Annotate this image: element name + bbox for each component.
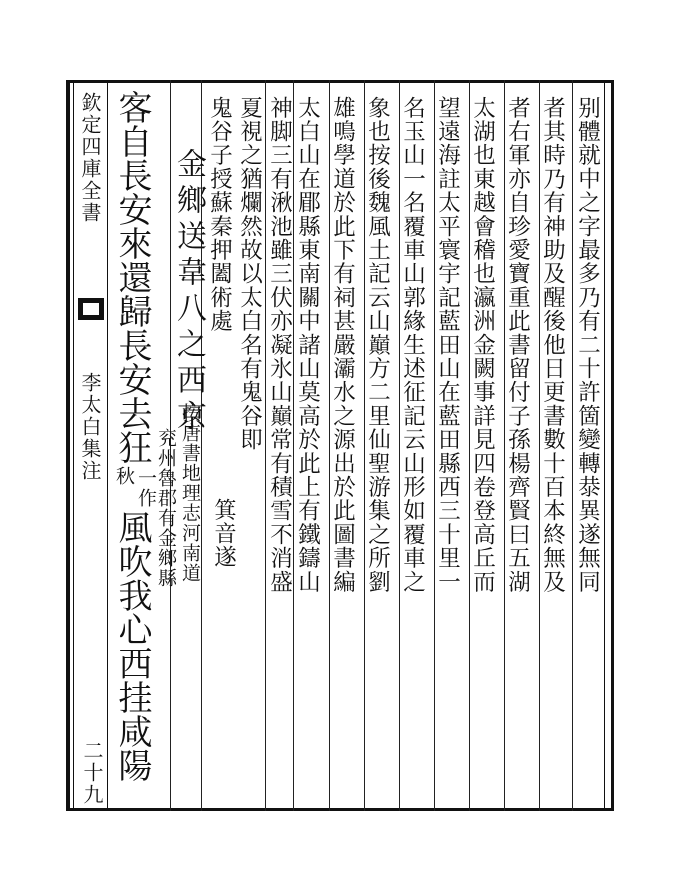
commentary-column: 望遠海註太平寰宇記藍田山在藍田縣西三十里一	[434, 96, 461, 594]
commentary-column: 太湖也東越會稽也瀛洲金闕事詳見四卷登高丘而	[469, 96, 496, 594]
poem-title: 金鄉送韋八之西京	[171, 148, 206, 436]
frame-right-inner-border	[604, 80, 605, 811]
column-rule	[572, 80, 573, 811]
title-note: 按唐書地理志河南道	[179, 403, 201, 583]
frame-top-border	[66, 80, 614, 83]
frame-left-border	[66, 80, 70, 811]
book-title: 欽定四庫全書	[78, 92, 102, 224]
commentary-column: 太白山在郿縣東南關中諸山莫高於此上有鐵鑄山	[294, 96, 321, 594]
frame-bottom-border	[66, 808, 614, 811]
commentary-column: 夏視之猶爛然故以太白名有鬼谷即	[236, 96, 263, 452]
column-rule	[265, 80, 266, 811]
commentary-column: 者其時乃有神助及醒後他日更書數十百本終無及	[539, 96, 566, 594]
margin-column-rule	[107, 80, 108, 811]
pronunciation-note: 箕音遂	[210, 498, 237, 570]
poem-line: 客自長安來還歸長安去狂	[112, 90, 152, 464]
variant-note: 一作	[135, 468, 157, 508]
commentary-column: 别體就中之字最多乃有二十許箇變轉㳟異遂無同	[574, 96, 601, 594]
commentary-column: 象也按後魏風土記云山巔方二里仙聖游集之所劉	[364, 96, 391, 594]
commentary-column: 雄鳴學道於此下有祠甚嚴灞水之源出於此圖書編	[329, 96, 356, 594]
variant-note: 秋	[113, 466, 135, 486]
section-title: 李太白集注	[78, 372, 102, 482]
page-number: 二十九	[80, 740, 104, 806]
column-rule	[293, 80, 294, 811]
frame-right-border	[611, 80, 614, 811]
poem-line: 風吹我心西挂咸陽	[112, 510, 152, 782]
commentary-column: 者右軍亦自珍愛寶重此書留付子孫楊齊賢曰五湖	[504, 96, 531, 594]
fish-tail-mark	[78, 298, 104, 320]
frame-left-inner-border	[73, 80, 74, 811]
commentary-column: 神脚三有湫池雖三伏亦凝氷山巔常有積雪不消盛	[266, 96, 293, 594]
commentary-column: 鬼谷子授蘇秦押闔術處	[206, 96, 233, 333]
commentary-column: 名玉山一名覆車山郭緣生述征記云山形如覆車之	[399, 96, 426, 594]
title-note: 兖州魯郡有金鄉縣	[155, 428, 177, 588]
